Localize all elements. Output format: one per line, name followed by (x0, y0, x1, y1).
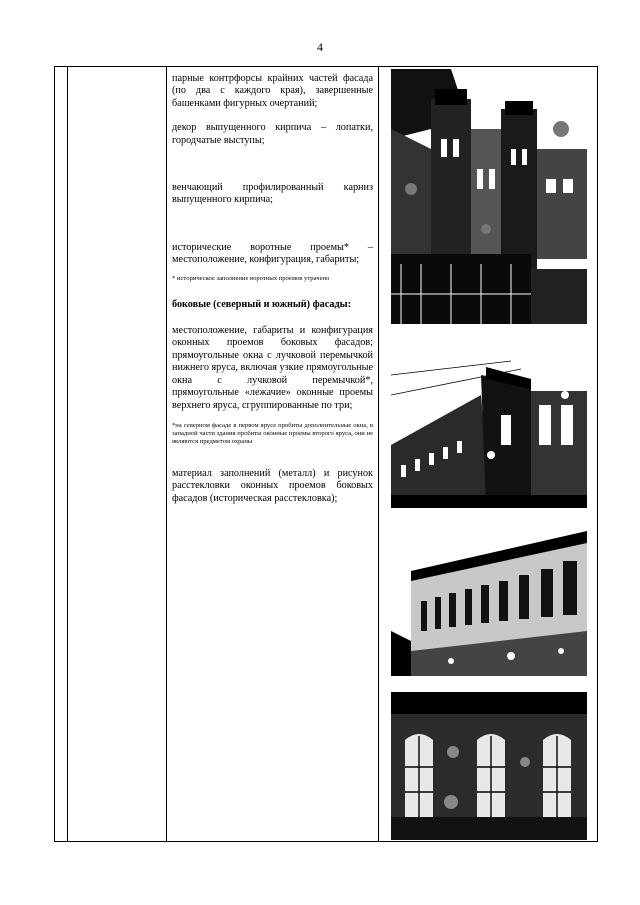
building-photo-icon (391, 69, 587, 324)
table-divider (378, 67, 379, 841)
gate-footnote: * историческое заполнение воротных проемов утрачено (172, 274, 330, 282)
cornice-text: венчающий профилированный карниз выпущенного кирпича; (172, 182, 373, 206)
photo-side-facade-row (391, 531, 587, 676)
table-divider (166, 67, 167, 841)
photo-arched-windows (391, 692, 587, 840)
protection-subject-table (54, 66, 598, 842)
photo-main-facade (391, 69, 587, 324)
side-facades-heading: боковые (северный и южный) фасады: (172, 298, 351, 310)
building-photo-icon (391, 531, 587, 676)
page-number: 4 (317, 40, 323, 54)
windows-footnote: *на северном фасаде в первом ярусе пробиты дополнительные окна, в западной части здания пробиты оконные проемы второго яруса, они не являются предметом охраны (172, 421, 373, 445)
photo-north-facade (391, 355, 587, 508)
table-divider (67, 67, 68, 841)
building-photo-icon (391, 355, 587, 508)
description-column (172, 73, 373, 505)
gate-openings-text: исторические воротные проемы* – местоположение, конфигурация, габариты; (172, 241, 373, 266)
windows-text: местоположение, габариты и конфигурация оконных проемов боковых фасадов; прямоугольные окна с лучковой перемычкой нижнего яруса, включая узкие прямоугольные окна с лучковой перемычкой*, прямоугольные «лежачие» оконные проемы верхнего яруса, сгруппированные по три; (172, 325, 373, 411)
fill-material-text: материал заполнений (металл) и рисунок расстекловки оконных проемов боковых фасадов (историческая расстекловка); (172, 467, 373, 504)
building-photo-icon (391, 692, 587, 840)
decor-text: декор выпущенного кирпича – лопатки, городчатые выступы; (172, 122, 373, 146)
buttresses-text: парные контрфорсы крайних частей фасада (по два с каждого края), завершенные башенками фигурных очертаний; (172, 73, 373, 109)
